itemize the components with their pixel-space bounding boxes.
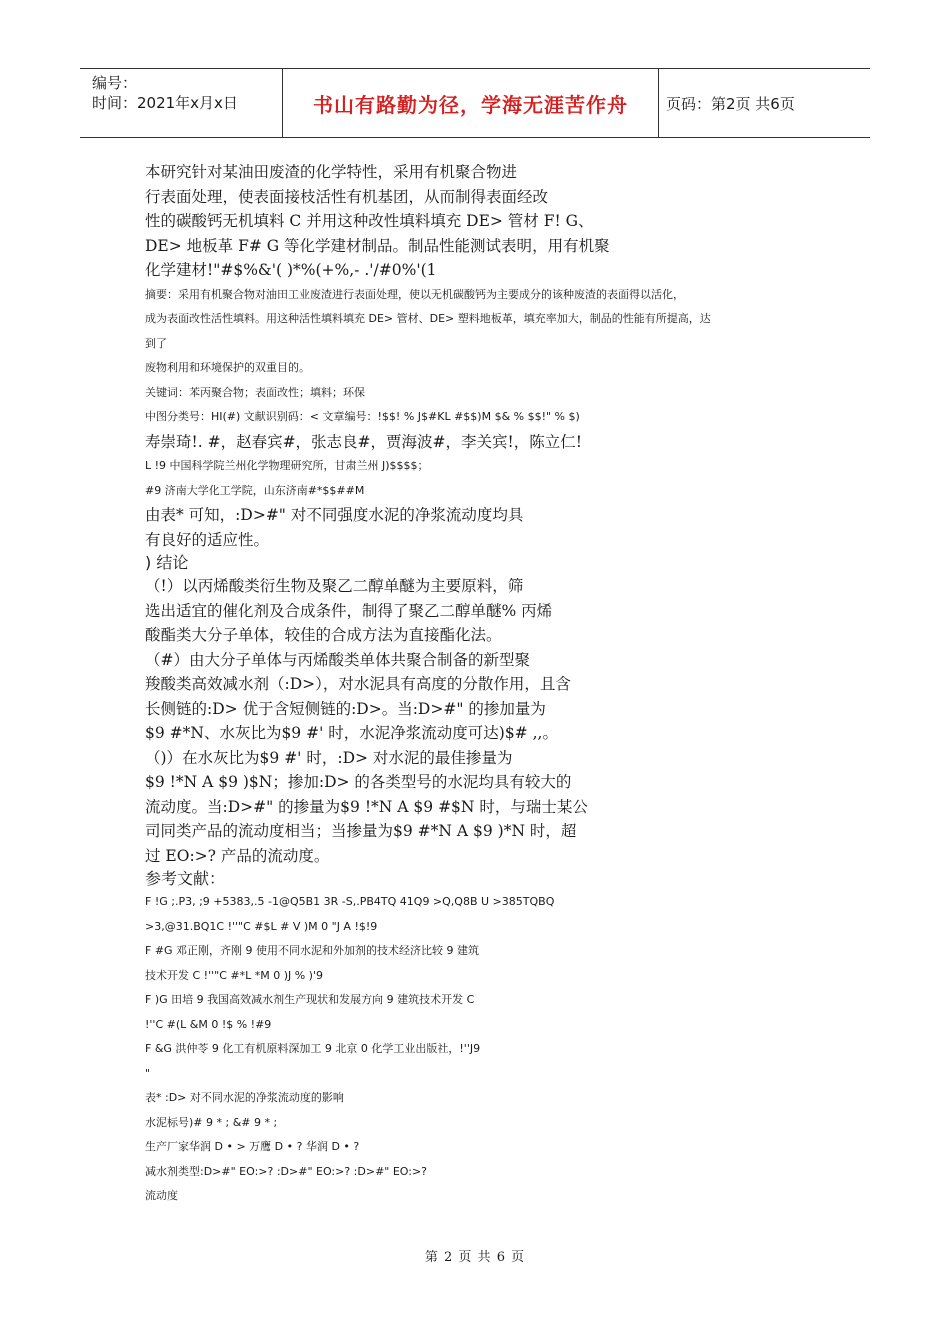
text-line: 酸酯类大分子单体，较佳的合成方法为直接酯化法。 — [145, 626, 502, 644]
header-divider — [658, 69, 659, 137]
header-page-info: 页码：第2页 共6页 — [666, 95, 795, 113]
section-heading: ) 结论 — [145, 553, 189, 572]
text-line: 成为表面改性活性填料。用这种活性填料填充 DE> 管材、DE> 塑料地板革，填充率加大，制品的性能有所提高，达 — [145, 312, 711, 325]
text-line: >3,@31.BQ1C !''"C #$L # V )M 0 "J A !$!9 — [145, 919, 378, 933]
text-line: 有良好的适应性。 — [145, 530, 270, 549]
text-line: 表* :D> 对不同水泥的净浆流动度的影响 — [145, 1091, 344, 1104]
text-line: 生产厂家华润 D • > 万鹰 D • ? 华润 D • ? — [145, 1140, 360, 1153]
text-line: （)）在水灰比为$9 #' 时，:D> 对水泥的最佳掺量为 — [145, 748, 513, 767]
text-line: 中图分类号：HI(#) 文献识别码：< 文章编号：!$$! % J$#KL #$$)M $& % $$!" % $) — [145, 410, 580, 423]
text-line: 行表面处理，使表面接枝活性有机基团，从而制得表面经改 — [145, 187, 549, 206]
header-meta — [92, 73, 238, 113]
document-date: 时间：2021年x月x日 — [92, 94, 238, 112]
text-line: 减水剂类型:D>#" EO:>? :D>#" EO:>? :D>#" EO:>? — [145, 1164, 428, 1178]
text-line: $9 #*N、水灰比为$9 #' 时，水泥净浆流动度可达)$# ,,。 — [145, 724, 558, 742]
text-line: F !G ;.P3, ;9 +5383,.5 -1@Q5B1 3R -S,.PB4TQ 41Q9 >Q,Q8B U >385TQBQ — [145, 895, 555, 908]
header-motto: 书山有路勤为径，学海无涯苦作舟 — [313, 92, 628, 117]
text-line: 羧酸类高效减水剂（:D>），对水泥具有高度的分散作用，且含 — [145, 675, 571, 693]
document-code-label: 编号： — [92, 74, 138, 92]
text-line: 水泥标号)# 9 * ; &# 9 * ; — [145, 1115, 278, 1129]
section-heading: 参考文献： — [145, 869, 226, 888]
page-header — [80, 68, 870, 138]
text-line: 选出适宜的催化剂及合成条件，制得了聚乙二醇单醚% 丙烯 — [145, 601, 553, 620]
text-line: 技术开发 C !''"C #*L *M 0 )J % )'9 — [145, 968, 323, 982]
text-line: 长侧链的:D> 优于含短侧链的:D>。当:D>#" 的掺加量为 — [145, 699, 546, 718]
text-line: 摘要：采用有机聚合物对油田工业废渣进行表面处理，使以无机碳酸钙为主要成分的该种废渣的表面得以活化， — [145, 287, 684, 301]
text-line: 到了 — [145, 336, 167, 350]
text-line: " — [145, 1066, 151, 1080]
text-line: $9 !*N A $9 )$N；掺加:D> 的各类型号的水泥均具有较大的 — [145, 773, 572, 791]
text-line: （!）以丙烯酸类衍生物及聚乙二醇单醚为主要原料，筛 — [145, 577, 524, 595]
text-line: L !9 中国科学院兰州化学物理研究所，甘肃兰州 J)$$$$； — [145, 459, 429, 472]
page-footer: 第 2 页 共 6 页 — [424, 1250, 526, 1265]
text-line: F &G 洪仲苓 9 化工有机原料深加工 9 北京 0 化学工业出版社，!''J9 — [145, 1042, 481, 1055]
text-line: 流动度。当:D>#" 的掺量为$9 !*N A $9 #$N 时，与瑞士某公 — [145, 797, 588, 816]
text-line: 流动度 — [145, 1189, 178, 1202]
text-line: F )G 田培 9 我国高效减水剂生产现状和发展方向 9 建筑技术开发 C — [145, 993, 475, 1006]
text-line: 寿崇琦!. #，赵春宾#，张志良#，贾海波#，李关宾!，陈立仁! — [145, 432, 582, 451]
text-line: 关键词：苯丙聚合物；表面改性；填料；环保 — [145, 385, 365, 399]
text-line: 司同类产品的流动度相当；当掺量为$9 #*N A $9 )*N 时，超 — [145, 822, 577, 840]
text-line: 本研究针对某油田废渣的化学特性，采用有机聚合物进 — [145, 163, 518, 181]
text-line: 过 EO:>? 产品的流动度。 — [145, 846, 330, 865]
text-line: !''C #(L &M 0 !$ % !#9 — [145, 1017, 272, 1031]
text-line: 性的碳酸钙无机填料 C 并用这种改性填料填充 DE> 管材 F! G、 — [145, 212, 594, 230]
text-line: #9 济南大学化工学院，山东济南#*$$##M — [145, 483, 365, 497]
text-line: 由表* 可知，:D>#" 对不同强度水泥的净浆流动度均具 — [145, 506, 524, 524]
text-line: 废物利用和环境保护的双重目的。 — [145, 361, 310, 374]
text-line: F #G 邓正刚，齐刚 9 使用不同水泥和外加剂的技术经济比较 9 建筑 — [145, 944, 480, 957]
document-body — [145, 160, 825, 1209]
text-line: 化学建材!"#$%&'( )*%(+%,- .'/#0%'(1 — [145, 261, 437, 279]
text-line: （#）由大分子单体与丙烯酸类单体共聚合制备的新型聚 — [145, 650, 530, 669]
text-line: DE> 地板革 F# G 等化学建材制品。制品性能测试表明，用有机聚 — [145, 236, 610, 255]
